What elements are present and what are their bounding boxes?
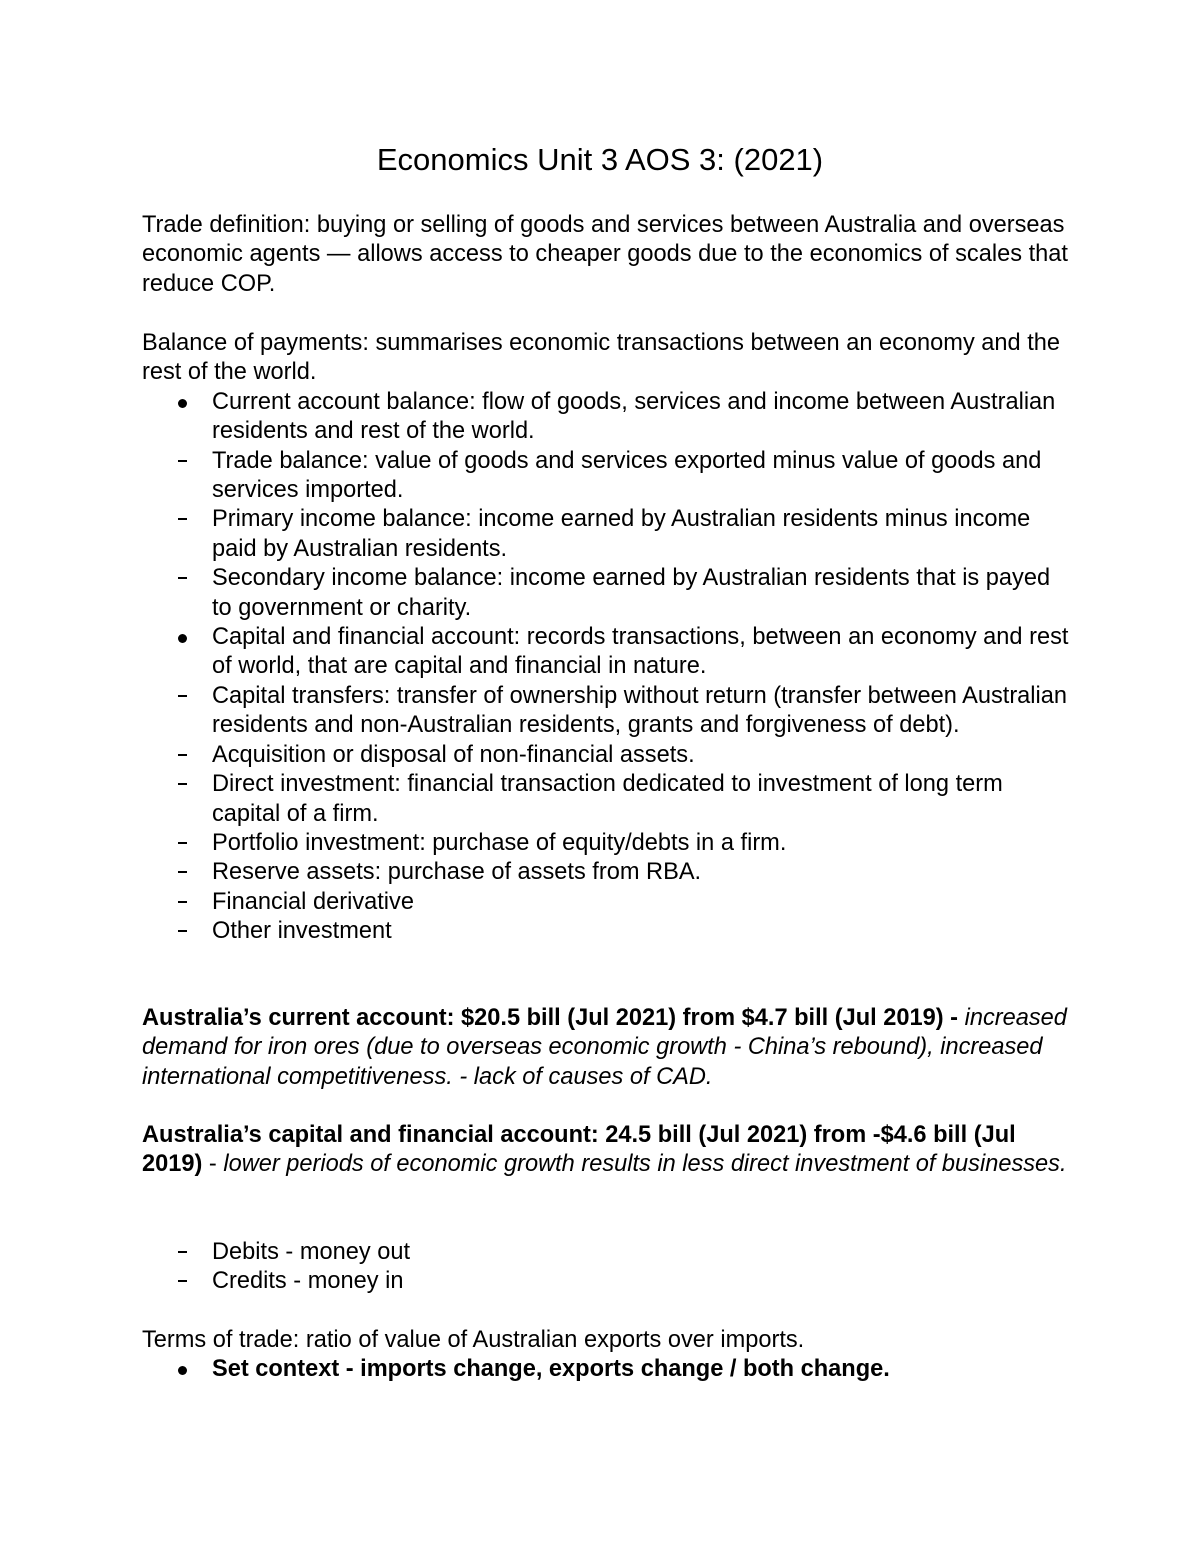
balance-of-payments-section — [142, 329, 1072, 947]
bop-intro-text: Balance of payments: summarises economic transactions between an economy and the rest of the world. — [142, 330, 1061, 386]
list-item — [142, 1355, 1072, 1384]
list-item — [142, 682, 1072, 741]
bop-list — [142, 388, 1072, 947]
list-item-text: Capital and financial account: records transactions, between an economy and rest of world, that are capital and financial in nature. — [212, 624, 1069, 680]
list-item — [142, 388, 1072, 447]
list-item-text: Debits - money out — [212, 1239, 411, 1265]
terms-list — [142, 1355, 1072, 1384]
capital-account-note: lower periods of economic growth results in less direct investment of businesses. — [223, 1151, 1067, 1178]
list-item-text: Current account balance: flow of goods, services and income between Australian residents and rest of the world. — [212, 388, 1056, 445]
list-item — [142, 1238, 1072, 1267]
current-account-note: increased demand for iron ores (due to overseas economic growth - China’s rebound), increased international competitiveness. - lack of causes of CAD. — [142, 1005, 1067, 1090]
capital-account-heading: Australia’s capital and financial account: 24.5 bill (Jul 2021) from -$4.6 bill (Jul 2019) — [142, 1122, 1016, 1178]
trade-definition-paragraph — [142, 211, 1072, 299]
list-item-text: Trade balance: value of goods and services exported minus value of goods and services imported. — [212, 447, 1042, 504]
list-item — [142, 858, 1072, 887]
capital-account-paragraph — [142, 1121, 1072, 1180]
list-item-text: Credits - money in — [212, 1268, 404, 1295]
list-item — [142, 564, 1072, 623]
list-item-text: Other investment — [212, 918, 392, 945]
debit-credit-list — [142, 1238, 1072, 1297]
trade-definition-text: Trade definition: buying or selling of goods and services between Australia and overseas economic agents — allows access to cheaper goods due to the economics of scales that reduce COP. — [142, 212, 1068, 297]
terms-of-trade-text: Terms of trade: ratio of value of Australian exports over imports. — [142, 1327, 805, 1353]
page-title: Economics Unit 3 AOS 3: (2021) — [376, 142, 824, 177]
capital-account-separator: - — [202, 1151, 224, 1178]
list-item-text: Secondary income balance: income earned by Australian residents that is payed to government or charity. — [212, 565, 1051, 621]
list-item — [142, 770, 1072, 829]
list-item-text: Acquisition or disposal of non-financial assets. — [212, 741, 695, 768]
list-item — [142, 829, 1072, 858]
terms-of-trade-section — [142, 1326, 1072, 1385]
list-item — [142, 623, 1072, 682]
list-item — [142, 1267, 1072, 1296]
list-item-text: Reserve assets: purchase of assets from RBA. — [212, 859, 702, 886]
list-item-text: Set context - imports change, exports change / both change. — [212, 1356, 890, 1383]
list-item-text: Primary income balance: income earned by Australian residents minus income paid by Australian residents. — [212, 506, 1031, 562]
list-item — [142, 447, 1072, 506]
debits-credits-section — [142, 1238, 1072, 1297]
list-item-text: Capital transfers: transfer of ownership without return (transfer between Australian residents and non-Australian residents, grants and forgiveness of debt). — [212, 682, 1068, 739]
list-item-text: Direct investment: financial transaction dedicated to investment of long term capital of a firm. — [212, 771, 1003, 827]
current-account-heading: Australia’s current account: $20.5 bill (Jul 2021) from $4.7 bill (Jul 2019) - — [142, 1005, 959, 1031]
list-item-text: Portfolio investment: purchase of equity/debts in a firm. — [212, 829, 787, 856]
list-item — [142, 917, 1072, 946]
list-item-text: Financial derivative — [212, 888, 414, 915]
list-item — [142, 888, 1072, 917]
list-item — [142, 741, 1072, 770]
current-account-paragraph — [142, 1004, 1072, 1092]
list-item — [142, 505, 1072, 564]
